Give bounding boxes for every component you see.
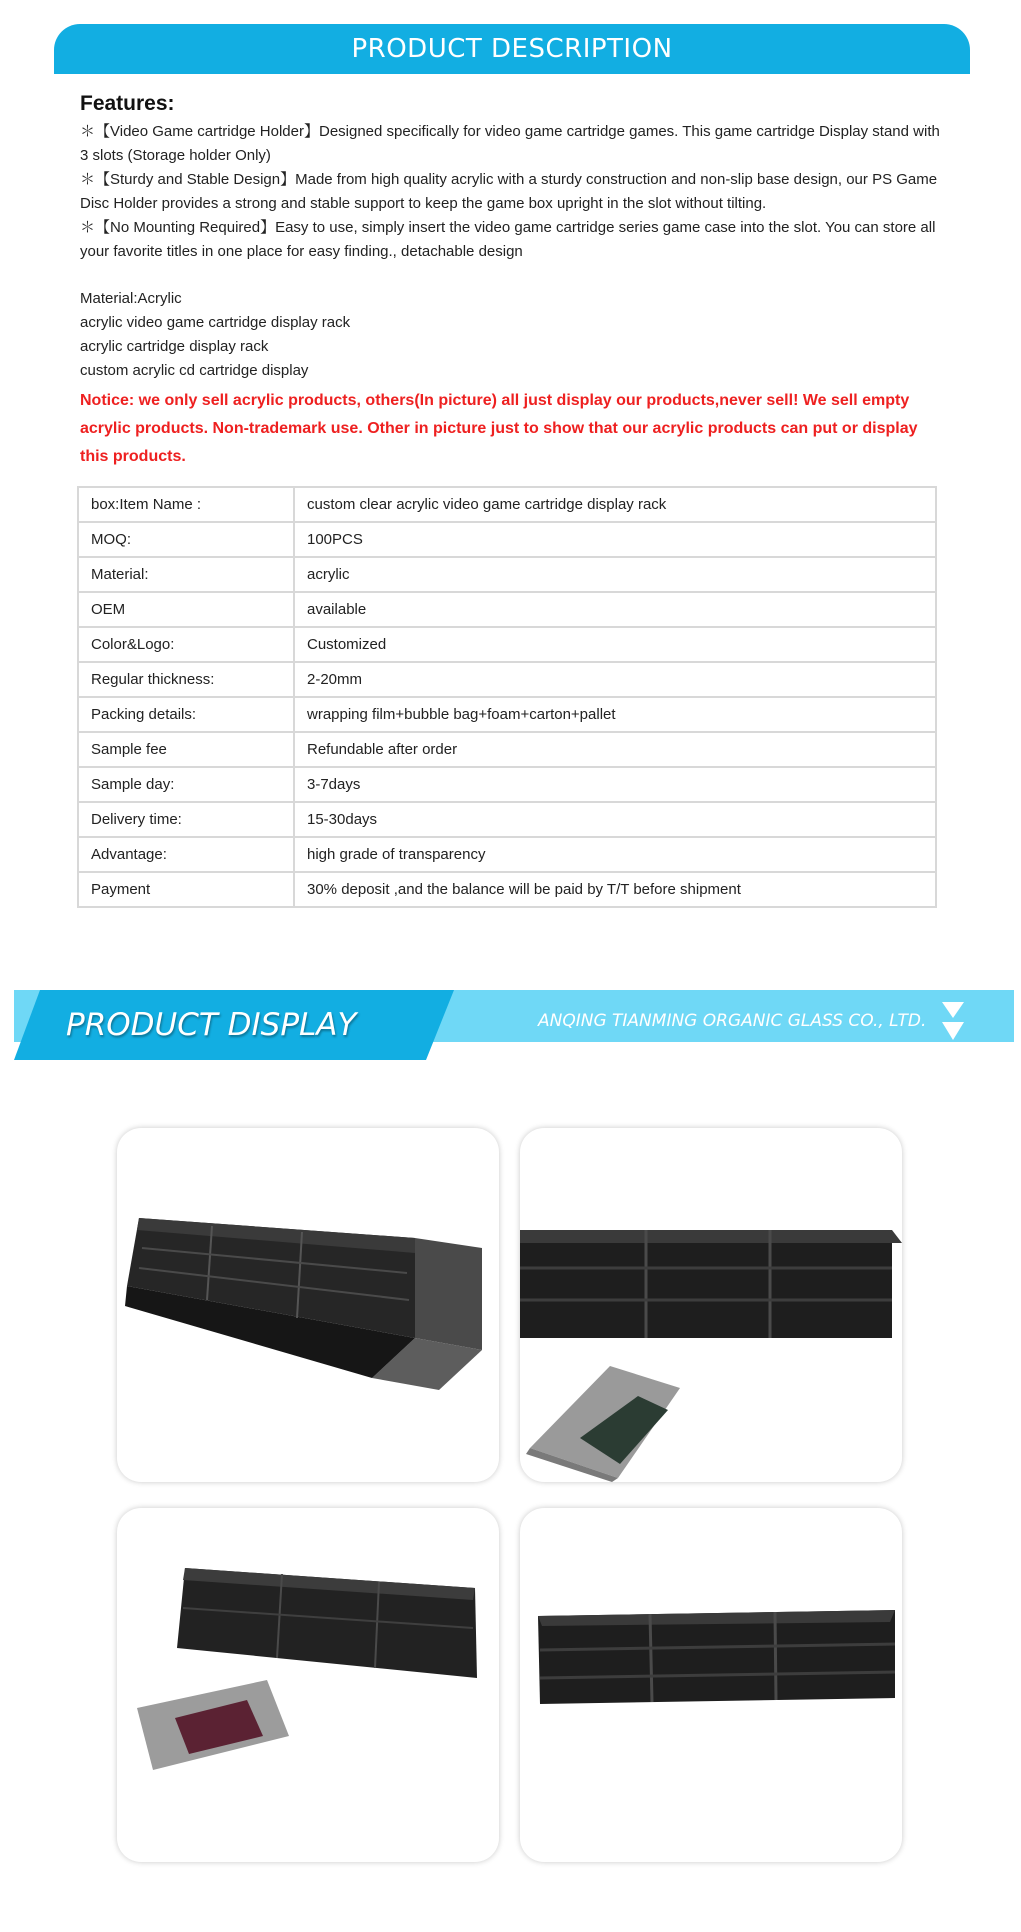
spec-value: 2-20mm bbox=[294, 662, 936, 697]
table-row bbox=[78, 802, 936, 837]
spec-key: Sample fee bbox=[78, 732, 294, 767]
spec-key: Delivery time: bbox=[78, 802, 294, 837]
spec-value: high grade of transparency bbox=[294, 837, 936, 872]
spec-key: Advantage: bbox=[78, 837, 294, 872]
notice-text: Notice: we only sell acrylic products, others(In picture) all just display our products,never sell! We sell empty acrylic products. Non-trademark use. Other in picture just to show that our acrylic products can put or display this products. bbox=[80, 392, 918, 465]
features-title: Features: bbox=[80, 92, 175, 115]
feature-item-mounting: ＊【No Mounting Required】Easy to use, simply insert the video game cartridge series game case into the slot. You can store all your favorite titles in one place for easy finding., detachable design bbox=[80, 219, 936, 260]
acrylic-rack-image bbox=[117, 1128, 499, 1482]
spec-value: custom clear acrylic video game cartridge display rack bbox=[294, 487, 936, 522]
table-row bbox=[78, 732, 936, 767]
table-row bbox=[78, 662, 936, 697]
spec-key: Payment bbox=[78, 872, 294, 907]
product-display-title: PRODUCT DISPLAY bbox=[66, 1007, 357, 1043]
spec-key: box:Item Name : bbox=[78, 487, 294, 522]
product-description-banner bbox=[54, 24, 970, 74]
spec-value: 100PCS bbox=[294, 522, 936, 557]
spec-value: Customized bbox=[294, 627, 936, 662]
table-row bbox=[78, 522, 936, 557]
feature-item-design: ＊【Sturdy and Stable Design】Made from high quality acrylic with a sturdy construction and non-slip base design, our PS Game Disc Holder provides a strong and stable support to keep the game box upright in the slot without tilting. bbox=[80, 171, 938, 212]
product-photo-card bbox=[117, 1508, 499, 1862]
spec-key: Color&Logo: bbox=[78, 627, 294, 662]
spec-table bbox=[77, 486, 937, 908]
table-row bbox=[78, 487, 936, 522]
feature-item-holder: ＊【Video Game cartridge Holder】Designed specifically for video game cartridge games. This game cartridge Display stand with 3 slots (Storage holder Only) bbox=[80, 123, 940, 164]
table-row bbox=[78, 557, 936, 592]
acrylic-rack-angled-image bbox=[117, 1508, 499, 1862]
spec-key: Sample day: bbox=[78, 767, 294, 802]
table-row bbox=[78, 837, 936, 872]
keyword-line: custom acrylic cd cartridge display bbox=[80, 362, 309, 379]
acrylic-rack-with-cartridge-image bbox=[520, 1128, 902, 1482]
spec-key: Material: bbox=[78, 557, 294, 592]
table-row bbox=[78, 627, 936, 662]
acrylic-rack-front-image bbox=[520, 1508, 902, 1862]
spec-value: 30% deposit ,and the balance will be paid by T/T before shipment bbox=[294, 872, 936, 907]
spec-key: OEM bbox=[78, 592, 294, 627]
spec-key: Packing details: bbox=[78, 697, 294, 732]
keyword-line: acrylic video game cartridge display rack bbox=[80, 314, 351, 331]
spec-key: MOQ: bbox=[78, 522, 294, 557]
table-row bbox=[78, 872, 936, 907]
table-row bbox=[78, 767, 936, 802]
material-line: Material:Acrylic bbox=[80, 290, 182, 307]
product-photo-card bbox=[520, 1508, 902, 1862]
double-chevron-down-icon bbox=[940, 1000, 966, 1042]
keyword-line: acrylic cartridge display rack bbox=[80, 338, 269, 355]
spec-value: wrapping film+bubble bag+foam+carton+pallet bbox=[294, 697, 936, 732]
spec-value: available bbox=[294, 592, 936, 627]
spec-key: Regular thickness: bbox=[78, 662, 294, 697]
spec-value: Refundable after order bbox=[294, 732, 936, 767]
company-name: ANQING TIANMING ORGANIC GLASS CO., LTD. bbox=[538, 1011, 927, 1031]
table-row bbox=[78, 592, 936, 627]
product-description-title: PRODUCT DESCRIPTION bbox=[351, 34, 673, 64]
spec-value: acrylic bbox=[294, 557, 936, 592]
product-photo-card bbox=[520, 1128, 902, 1482]
table-row bbox=[78, 697, 936, 732]
product-photo-card bbox=[117, 1128, 499, 1482]
spec-value: 3-7days bbox=[294, 767, 936, 802]
spec-value: 15-30days bbox=[294, 802, 936, 837]
